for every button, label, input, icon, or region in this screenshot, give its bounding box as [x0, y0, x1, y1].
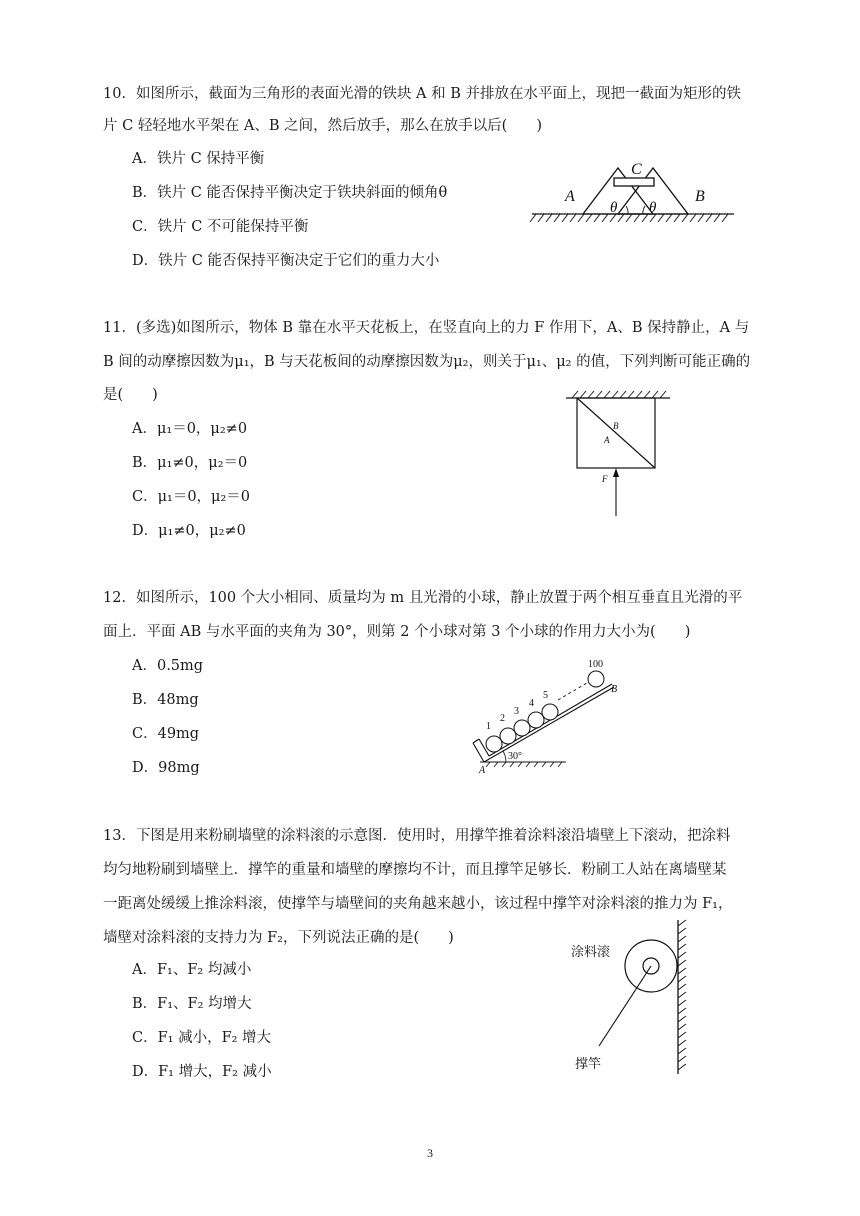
q11-option-a: A．μ₁＝0，μ₂≠0 — [132, 421, 248, 437]
q13-line-1: 13．下图是用来粉刷墙壁的涂料滚的示意图．使用时，用撑竿推着涂料滚沿墙壁上下滚动，把涂料 — [103, 828, 731, 844]
wall-hatch — [678, 920, 686, 1070]
force-arrowhead — [613, 468, 619, 477]
ball-label-2: 2 — [500, 713, 505, 724]
q10-figure — [528, 156, 738, 232]
label-b: B — [611, 684, 618, 695]
label-f: F — [602, 474, 608, 484]
q13-option-d: D．F₁ 增大，F₂ 减小 — [132, 1064, 272, 1080]
ceiling-hatch — [572, 391, 666, 398]
q12-figure — [470, 656, 630, 776]
ball-100 — [588, 671, 604, 687]
q10-line-1: 10．如图所示，截面为三角形的表面光滑的铁块 A 和 B 并排放在水平面上，现把一截面为矩形的铁 — [103, 86, 742, 102]
ball-label-1: 1 — [486, 721, 491, 732]
angle-left: θ — [610, 200, 618, 216]
ground-hatch — [486, 762, 562, 767]
q12-option-d: D．98mg — [132, 760, 200, 776]
q10-option-a: A．铁片 C 保持平衡 — [132, 151, 265, 167]
ball-3 — [514, 720, 530, 736]
page-number: 3 — [427, 1146, 433, 1160]
q11-figure — [560, 388, 676, 520]
ball-label-3: 3 — [514, 706, 519, 717]
q11-line-3: 是( ) — [103, 387, 158, 403]
label-pole: 撑竿 — [575, 1056, 602, 1071]
q10-option-c: C．铁片 C 不可能保持平衡 — [132, 219, 309, 235]
q13-line-2: 均匀地粉刷到墙壁上．撑竿的重量和墙壁的摩擦均不计，而且撑竿足够长．粉刷工人站在离墙壁某 — [103, 862, 727, 878]
angle-label: 30° — [508, 751, 522, 762]
ground-hatch — [530, 214, 728, 222]
angle-right: θ — [649, 200, 657, 216]
q13-option-a: A．F₁、F₂ 均减小 — [132, 962, 252, 978]
ball-label-5: 5 — [543, 690, 548, 701]
ball-4 — [528, 712, 544, 728]
q13-figure — [565, 918, 695, 1078]
q12-option-a: A．0.5mg — [132, 658, 204, 674]
pole — [599, 966, 651, 1046]
ball-label-4: 4 — [529, 698, 534, 709]
q10-option-d: D．铁片 C 能否保持平衡决定于它们的重力大小 — [132, 253, 440, 269]
q12-option-b: B．48mg — [132, 692, 199, 708]
q10-line-2: 片 C 轻轻地水平架在 A、B 之间，然后放手，那么在放手以后( ) — [103, 118, 542, 134]
q13-option-c: C．F₁ 减小，F₂ 增大 — [132, 1030, 272, 1046]
diagonal — [577, 398, 655, 468]
q13-line-4: 墙壁对涂料滚的支持力为 F₂，下列说法正确的是( ) — [103, 930, 454, 946]
q12-option-c: C．49mg — [132, 726, 200, 742]
label-a: A — [565, 188, 575, 205]
label-b: B — [613, 421, 619, 431]
q11-option-c: C．μ₁＝0，μ₂＝0 — [132, 489, 251, 505]
label-a: A — [479, 765, 486, 776]
q12-line-2: 面上．平面 AB 与水平面的夹角为 30°，则第 2 个小球对第 3 个小球的作用力大小为( ) — [103, 624, 691, 640]
label-b: B — [695, 188, 705, 205]
label-c: C — [631, 161, 642, 178]
dashed-continuation — [558, 680, 592, 700]
ball-1 — [486, 736, 502, 752]
ball-5 — [542, 704, 558, 720]
wall-outer — [473, 743, 484, 762]
q11-line-2: B 间的动摩擦因数为μ₁，B 与天花板间的动摩擦因数为μ₂，则关于μ₁、μ₂ 的值，下列判断可能正确的 — [103, 354, 751, 370]
plate-c — [614, 178, 654, 186]
ball-label-100: 100 — [588, 659, 603, 670]
plane-ab-outer — [484, 687, 614, 762]
ball-2 — [500, 728, 516, 744]
q10-option-b: B．铁片 C 能否保持平衡决定于铁块斜面的倾角θ — [132, 185, 448, 201]
q11-option-d: D．μ₁≠0，μ₂≠0 — [132, 523, 246, 539]
label-a: A — [604, 435, 610, 445]
q13-line-3: 一距离处缓缓上推涂料滚，使撑竿与墙壁间的夹角越来越小，该过程中撑竿对涂料滚的推力为 F₁， — [103, 896, 733, 912]
label-roller: 涂料滚 — [571, 944, 611, 959]
triangle-a — [583, 168, 653, 214]
q11-line-1: 11．(多选)如图所示，物体 B 靠在水平天花板上，在竖直向上的力 F 作用下，A、B 保持静止，A 与 — [103, 320, 750, 336]
q12-line-1: 12．如图所示，100 个大小相同、质量均为 m 且光滑的小球，静止放置于两个相互垂直且光滑的平 — [103, 590, 743, 606]
q13-option-b: B．F₁、F₂ 均增大 — [132, 996, 252, 1012]
q11-option-b: B．μ₁≠0，μ₂＝0 — [132, 455, 248, 471]
